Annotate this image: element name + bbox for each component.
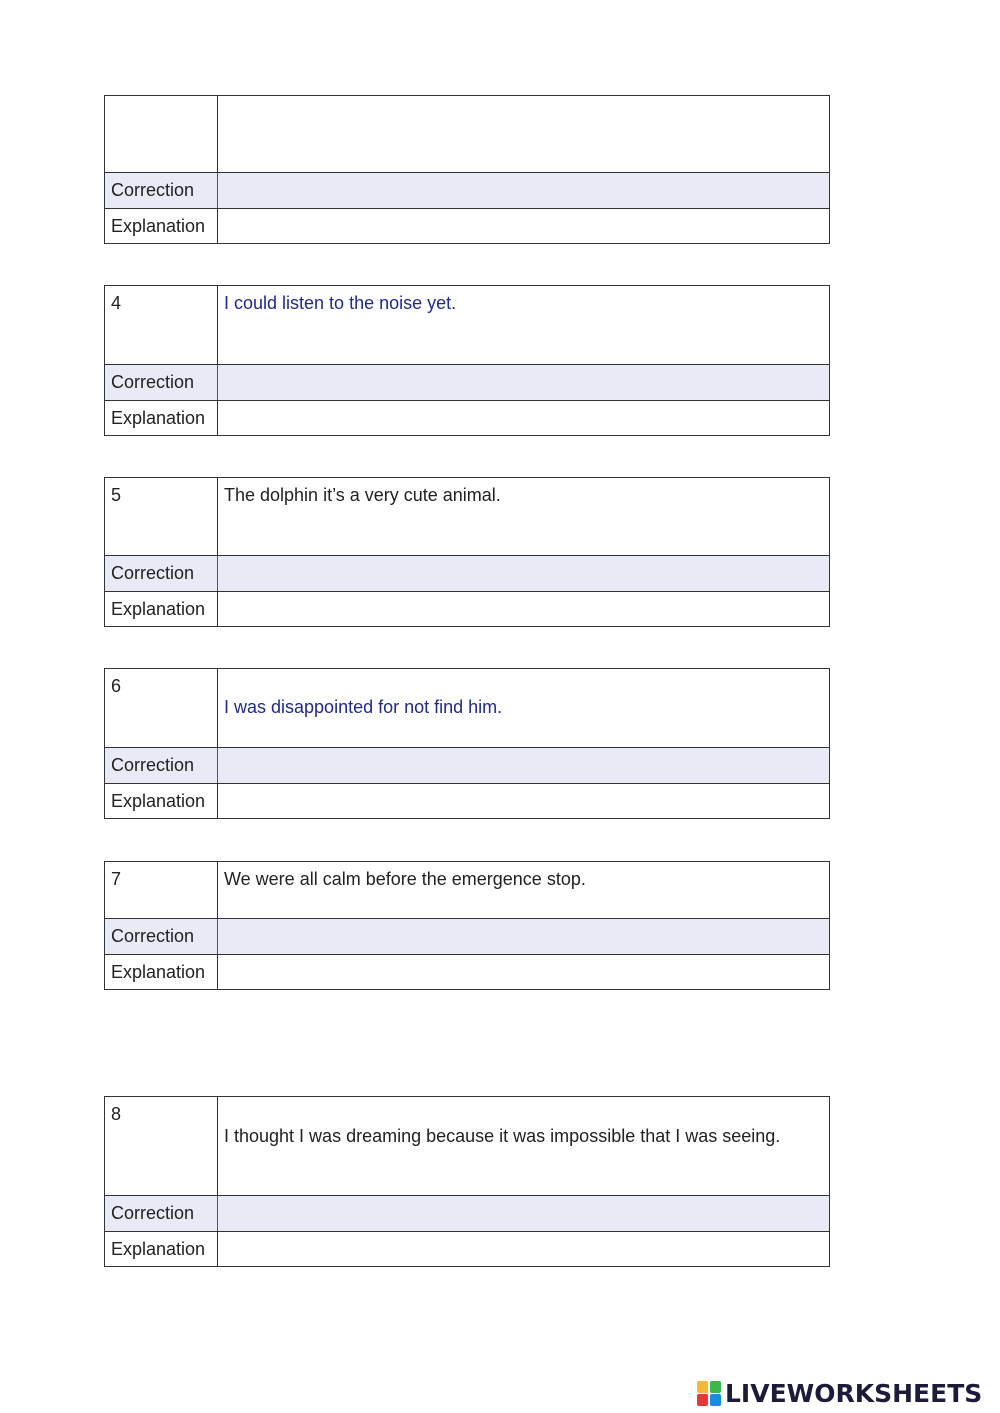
exercise-block-3: [104, 95, 830, 244]
explanation-row: [105, 400, 829, 435]
sentence-text: [218, 96, 829, 172]
explanation-label: Explanation: [105, 784, 218, 818]
correction-input[interactable]: [218, 1196, 829, 1231]
correction-input[interactable]: [218, 748, 829, 783]
sentence-text: The dolphin it’s a very cute animal.: [224, 485, 501, 505]
exercise-block-4: [104, 285, 830, 436]
correction-label: Correction: [105, 748, 218, 783]
correction-input[interactable]: [218, 919, 829, 954]
liveworksheets-logo-icon: [697, 1379, 723, 1407]
item-number: 7: [105, 862, 218, 918]
explanation-label: Explanation: [105, 592, 218, 626]
correction-row: [105, 555, 829, 591]
correction-label: Correction: [105, 173, 218, 208]
correction-row: [105, 364, 829, 400]
sentence-row: [105, 1097, 829, 1195]
explanation-row: [105, 1231, 829, 1266]
explanation-label: Explanation: [105, 1232, 218, 1266]
item-number: 6: [105, 669, 218, 747]
correction-row: [105, 172, 829, 208]
correction-label: Correction: [105, 556, 218, 591]
item-number: [105, 96, 218, 172]
explanation-input[interactable]: [218, 955, 829, 989]
item-number: 8: [105, 1097, 218, 1195]
sentence-row: [105, 96, 829, 172]
brand-name: LIVEWORKSHEETS: [725, 1378, 983, 1408]
explanation-input[interactable]: [218, 209, 829, 243]
correction-input[interactable]: [218, 556, 829, 591]
explanation-label: Explanation: [105, 955, 218, 989]
sentence-text: I was disappointed for not find him.: [224, 697, 503, 717]
explanation-row: [105, 591, 829, 626]
explanation-input[interactable]: [218, 1232, 829, 1266]
explanation-input[interactable]: [218, 784, 829, 818]
correction-label: Correction: [105, 919, 218, 954]
item-number: 4: [105, 286, 218, 364]
correction-label: Correction: [105, 365, 218, 400]
explanation-row: [105, 783, 829, 818]
sentence-row: [105, 286, 829, 364]
correction-row: [105, 1195, 829, 1231]
sentence-row: [105, 862, 829, 918]
sentence-row: [105, 669, 829, 747]
explanation-input[interactable]: [218, 592, 829, 626]
exercise-block-6: [104, 668, 830, 819]
exercise-block-8: [104, 1096, 830, 1267]
correction-row: [105, 918, 829, 954]
explanation-label: Explanation: [105, 401, 218, 435]
explanation-row: [105, 954, 829, 989]
sentence-text: I could listen to the noise yet.: [224, 293, 457, 313]
sentence-text: We were all calm before the emergence stop.: [224, 869, 586, 889]
sentence-row: [105, 478, 829, 555]
correction-label: Correction: [105, 1196, 218, 1231]
explanation-input[interactable]: [218, 401, 829, 435]
explanation-label: Explanation: [105, 209, 218, 243]
correction-input[interactable]: [218, 365, 829, 400]
correction-row: [105, 747, 829, 783]
explanation-row: [105, 208, 829, 243]
exercise-block-5: [104, 477, 830, 627]
correction-input[interactable]: [218, 173, 829, 208]
sentence-text: I thought I was dreaming because it was impossible that I was seeing.: [224, 1126, 781, 1146]
liveworksheets-logo[interactable]: [697, 1377, 982, 1409]
item-number: 5: [105, 478, 218, 555]
exercise-block-7: [104, 861, 830, 990]
